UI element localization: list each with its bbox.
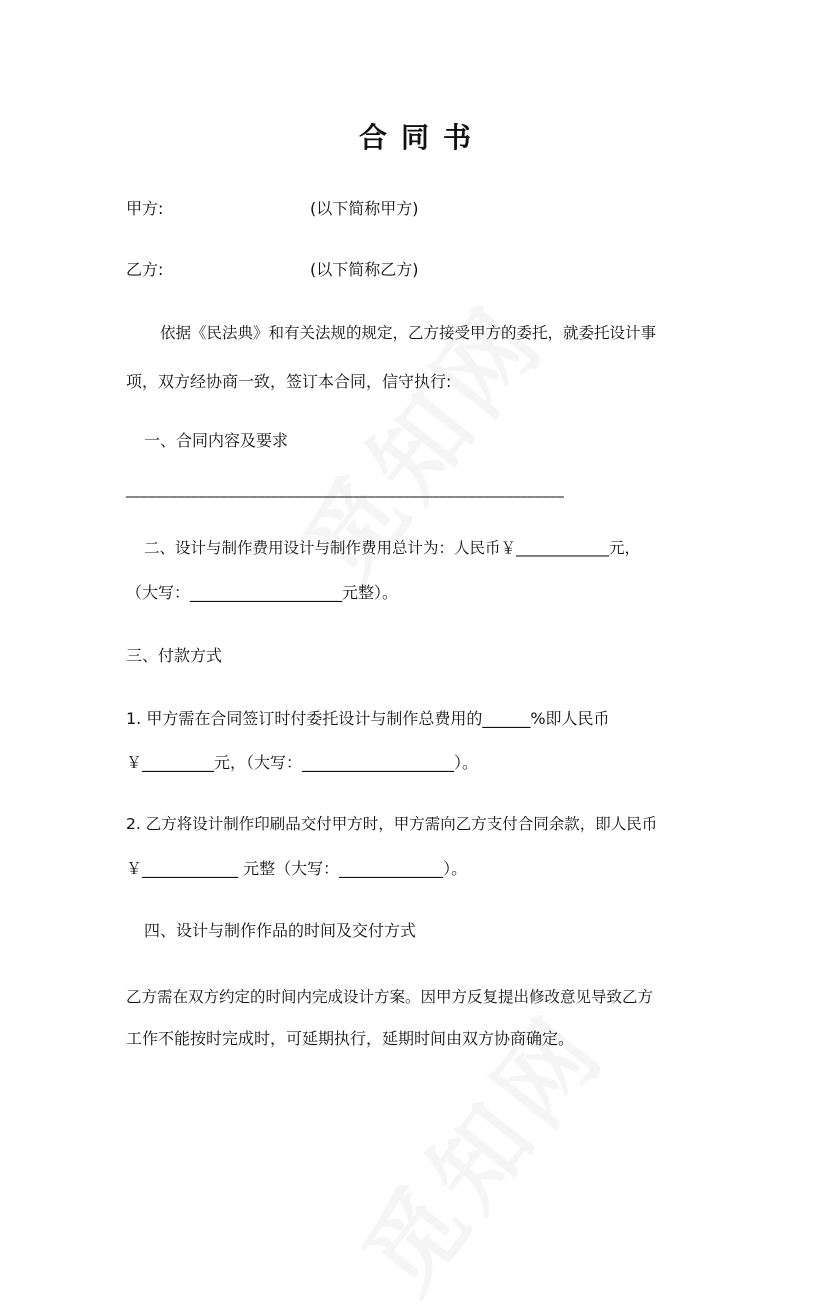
party-b-note: (以下简称乙方) xyxy=(310,260,419,279)
payment-item-1-line-2: ￥_________元，（大写：___________________）。 xyxy=(126,753,479,772)
payment-item-2-line-2: ￥____________ 元整（大写：_____________）。 xyxy=(126,859,468,878)
party-b-label: 乙方: xyxy=(126,260,164,279)
preamble-line-1: 依据《民法典》和有关法规的规定，乙方接受甲方的委托，就委托设计事 xyxy=(160,324,657,342)
section-3-heading: 三、付款方式 xyxy=(126,646,223,665)
section-4-paragraph-line-2: 工作不能按时完成时，可延期执行，延期时间由双方协商确定。 xyxy=(126,1029,575,1048)
section-2-line-2: （大写：___________________元整）。 xyxy=(126,583,399,602)
section-1-heading: 一、合同内容及要求 xyxy=(144,431,289,450)
party-a-label: 甲方: xyxy=(126,199,164,218)
section-4-paragraph-line-1: 乙方需在双方约定的时间内完成设计方案。因甲方反复提出修改意见导致乙方 xyxy=(126,988,654,1006)
party-a-note: (以下简称甲方) xyxy=(310,199,419,218)
document-title: 合同书 xyxy=(358,121,485,154)
payment-item-1-line-1: 1. 甲方需在合同签订时付委托设计与制作总费用的______%即人民币 xyxy=(126,709,610,728)
payment-item-2-line-1: 2. 乙方将设计制作印刷品交付甲方时，甲方需向乙方支付合同余款，即人民币 xyxy=(126,815,658,833)
section-1-blank-line: ____________________________________________________________ xyxy=(126,482,564,498)
section-2-line-1: 二、设计与制作费用设计与制作费用总计为：人民币￥____________元， xyxy=(144,539,641,557)
section-4-heading: 四、设计与制作作品的时间及交付方式 xyxy=(144,921,417,940)
preamble-line-2: 项，双方经协商一致，签订本合同，信守执行: xyxy=(126,372,452,391)
